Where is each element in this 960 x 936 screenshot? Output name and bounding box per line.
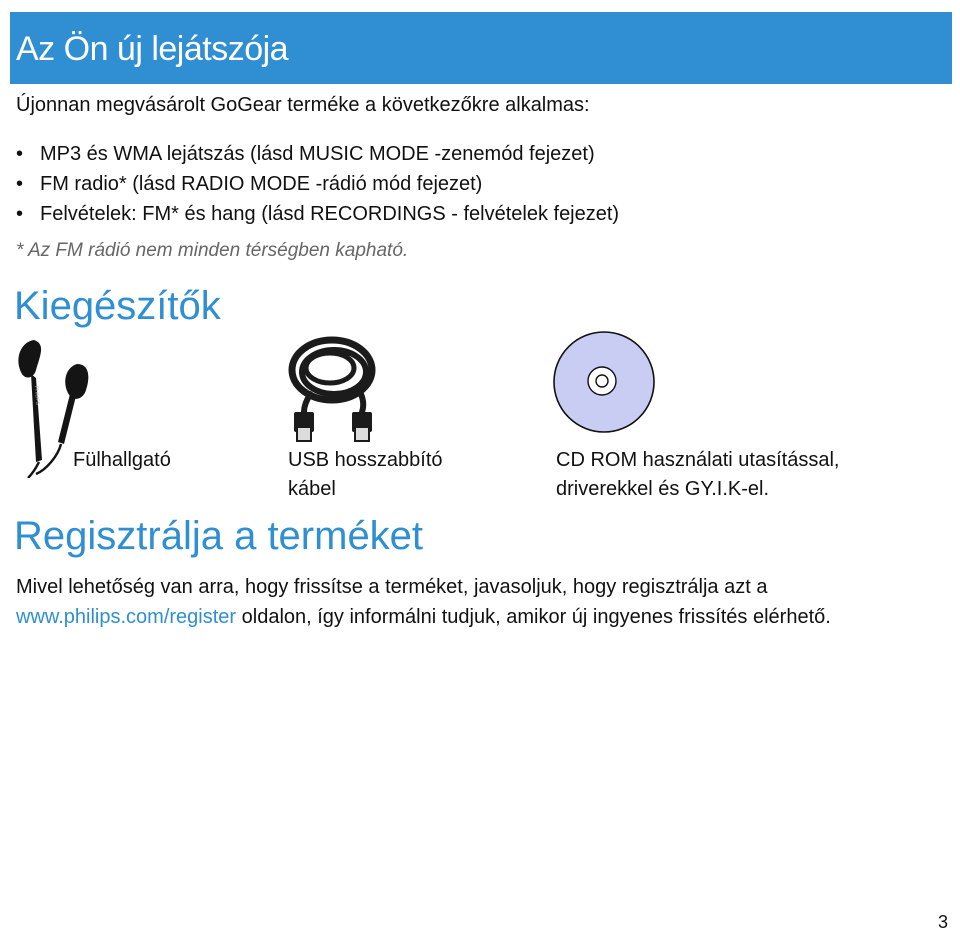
feature-item	[16, 199, 619, 229]
usb-cable-label-line1: USB hosszabbító	[288, 449, 443, 471]
earphone-brand: PHILIPS	[33, 385, 41, 406]
bullet: •	[16, 173, 24, 195]
bullet: •	[16, 143, 24, 165]
register-heading: Regisztrálja a terméket	[14, 514, 424, 558]
bullet: •	[16, 203, 24, 225]
cd-rom-label	[556, 446, 839, 504]
earphone-label-text: Fülhallgató	[73, 449, 171, 471]
feature-text: MP3 és WMA lejátszás (lásd MUSIC MODE -zenemód fejezet)	[40, 143, 595, 165]
feature-list	[16, 139, 619, 229]
feature-text: FM radio* (lásd RADIO MODE -rádió mód fejezet)	[40, 173, 483, 195]
title-bar	[10, 12, 952, 84]
cd-rom-label-line2: driverekkel és GY.I.K-el.	[556, 478, 770, 500]
feature-item	[16, 169, 619, 199]
earphone-label	[73, 446, 171, 475]
register-text-rest: oldalon, így informálni tudjuk, amikor új ingyenes frissítés elérhető.	[236, 606, 831, 628]
page-title: Az Ön új lejátszója	[16, 30, 289, 68]
accessories-heading: Kiegészítők	[14, 284, 221, 328]
usb-cable-label-line2: kábel	[288, 478, 336, 500]
cd-rom-icon	[552, 330, 656, 434]
feature-item	[16, 139, 619, 169]
feature-text: Felvételek: FM* és hang (lásd RECORDINGS - felvételek fejezet)	[40, 203, 620, 225]
register-link[interactable]: www.philips.com/register	[16, 606, 237, 628]
register-text-line2	[16, 602, 951, 632]
register-paragraph	[16, 572, 951, 632]
cd-rom-label-line1: CD ROM használati utasítással,	[556, 449, 840, 471]
register-text-line1: Mivel lehetőség van arra, hogy frissítse a terméket, javasoljuk, hogy regisztrálja azt a	[16, 576, 768, 598]
intro-text: Újonnan megvásárolt GoGear terméke a következőkre alkalmas:	[16, 94, 590, 116]
footnote: * Az FM rádió nem minden térségben kapható.	[16, 240, 409, 261]
usb-cable-label	[288, 446, 443, 504]
page-number: 3	[937, 912, 948, 932]
usb-cable-icon	[280, 332, 390, 444]
